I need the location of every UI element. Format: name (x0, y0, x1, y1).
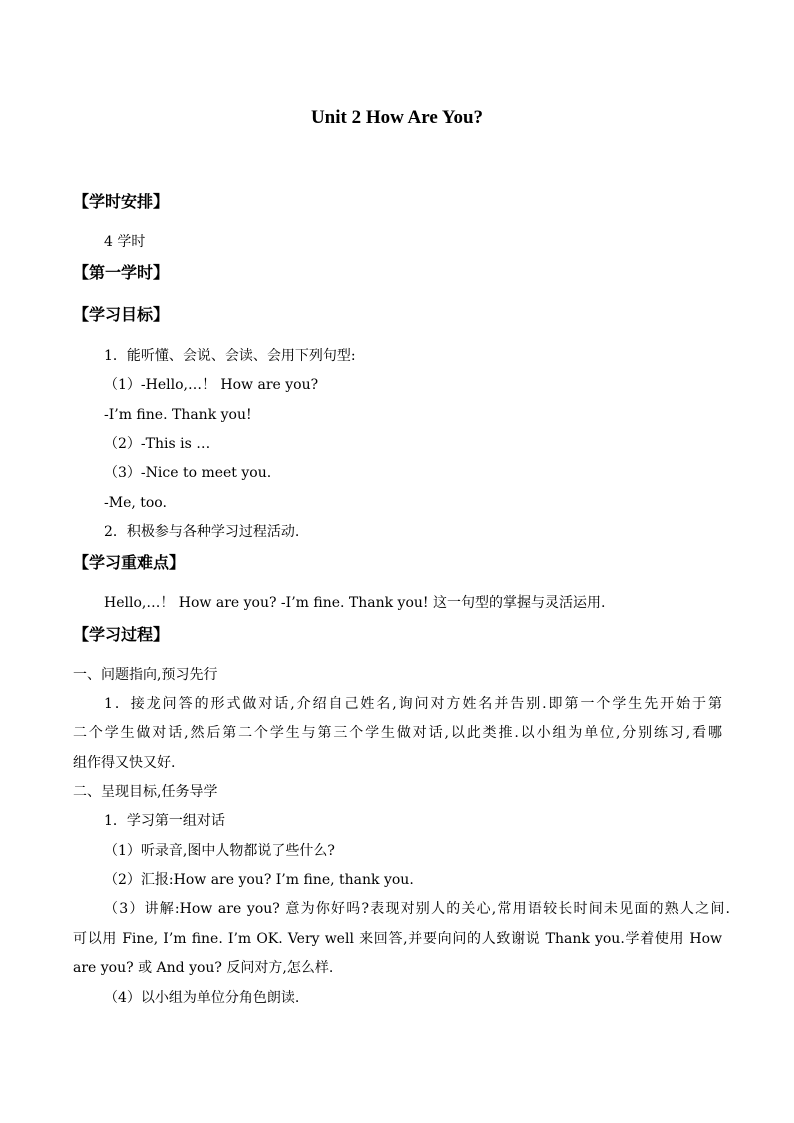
process-step: （2）汇报:How are you? I’m fine, thank you. (104, 872, 414, 888)
goal-line: （1）-Hello,…！ How are you? (104, 377, 319, 393)
section-heading-goals: 【学习目标】 (73, 305, 170, 324)
process-step3-line: are you? 或 And you? 反问对方,怎么样. (73, 960, 334, 976)
section-heading-key-points: 【学习重难点】 (73, 553, 186, 572)
process-step3-line: （3）讲解:How are you? 意为你好吗?表现对别人的关心,常用语较长时间未见面的熟人之间. (104, 901, 730, 917)
process-step3-line: 可以用 Fine, I’m fine. I’m OK. Very well 来回答,并要向问的人致谢说 Thank you.学着使用 How (73, 931, 722, 947)
goal-line: （3）-Nice to meet you. (104, 465, 272, 481)
process-part1-title: 一、问题指向,预习先行 (73, 667, 218, 683)
process-step: （4）以小组为单位分角色朗读. (104, 990, 300, 1006)
section-heading-lesson1: 【第一学时】 (73, 263, 170, 282)
goal-line: -Me, too. (104, 495, 167, 511)
goal-line: （2）-This is … (104, 436, 211, 452)
document-title: Unit 2 How Are You? (310, 107, 484, 128)
key-points-text: Hello,…！ How are you? -I’m fine. Thank you! 这一句型的掌握与灵活运用. (104, 595, 606, 611)
section-heading-process: 【学习过程】 (73, 625, 170, 644)
goal-line: -I’m fine. Thank you! (104, 407, 252, 423)
process-part2-title: 二、呈现目标,任务导学 (73, 784, 218, 800)
process-step: （1）听录音,图中人物都说了些什么? (104, 843, 335, 859)
section-heading-schedule: 【学时安排】 (73, 192, 170, 211)
process-part1-para-line: 二个学生做对话,然后第二个学生与第三个学生做对话,以此类推.以小组为单位,分别练习,看哪 (73, 725, 722, 741)
process-part1-para-line: 组作得又快又好. (73, 755, 176, 771)
schedule-text: 4 学时 (104, 234, 146, 250)
goal-line: 1．能听懂、会说、会读、会用下列句型: (104, 348, 356, 364)
process-part1-para-line: 1．接龙问答的形式做对话,介绍自己姓名,询问对方姓名并告别.即第一个学生先开始于第 (104, 696, 722, 712)
process-part2-item: 1．学习第一组对话 (104, 813, 225, 829)
goal-line: 2．积极参与各种学习过程活动. (104, 524, 300, 540)
